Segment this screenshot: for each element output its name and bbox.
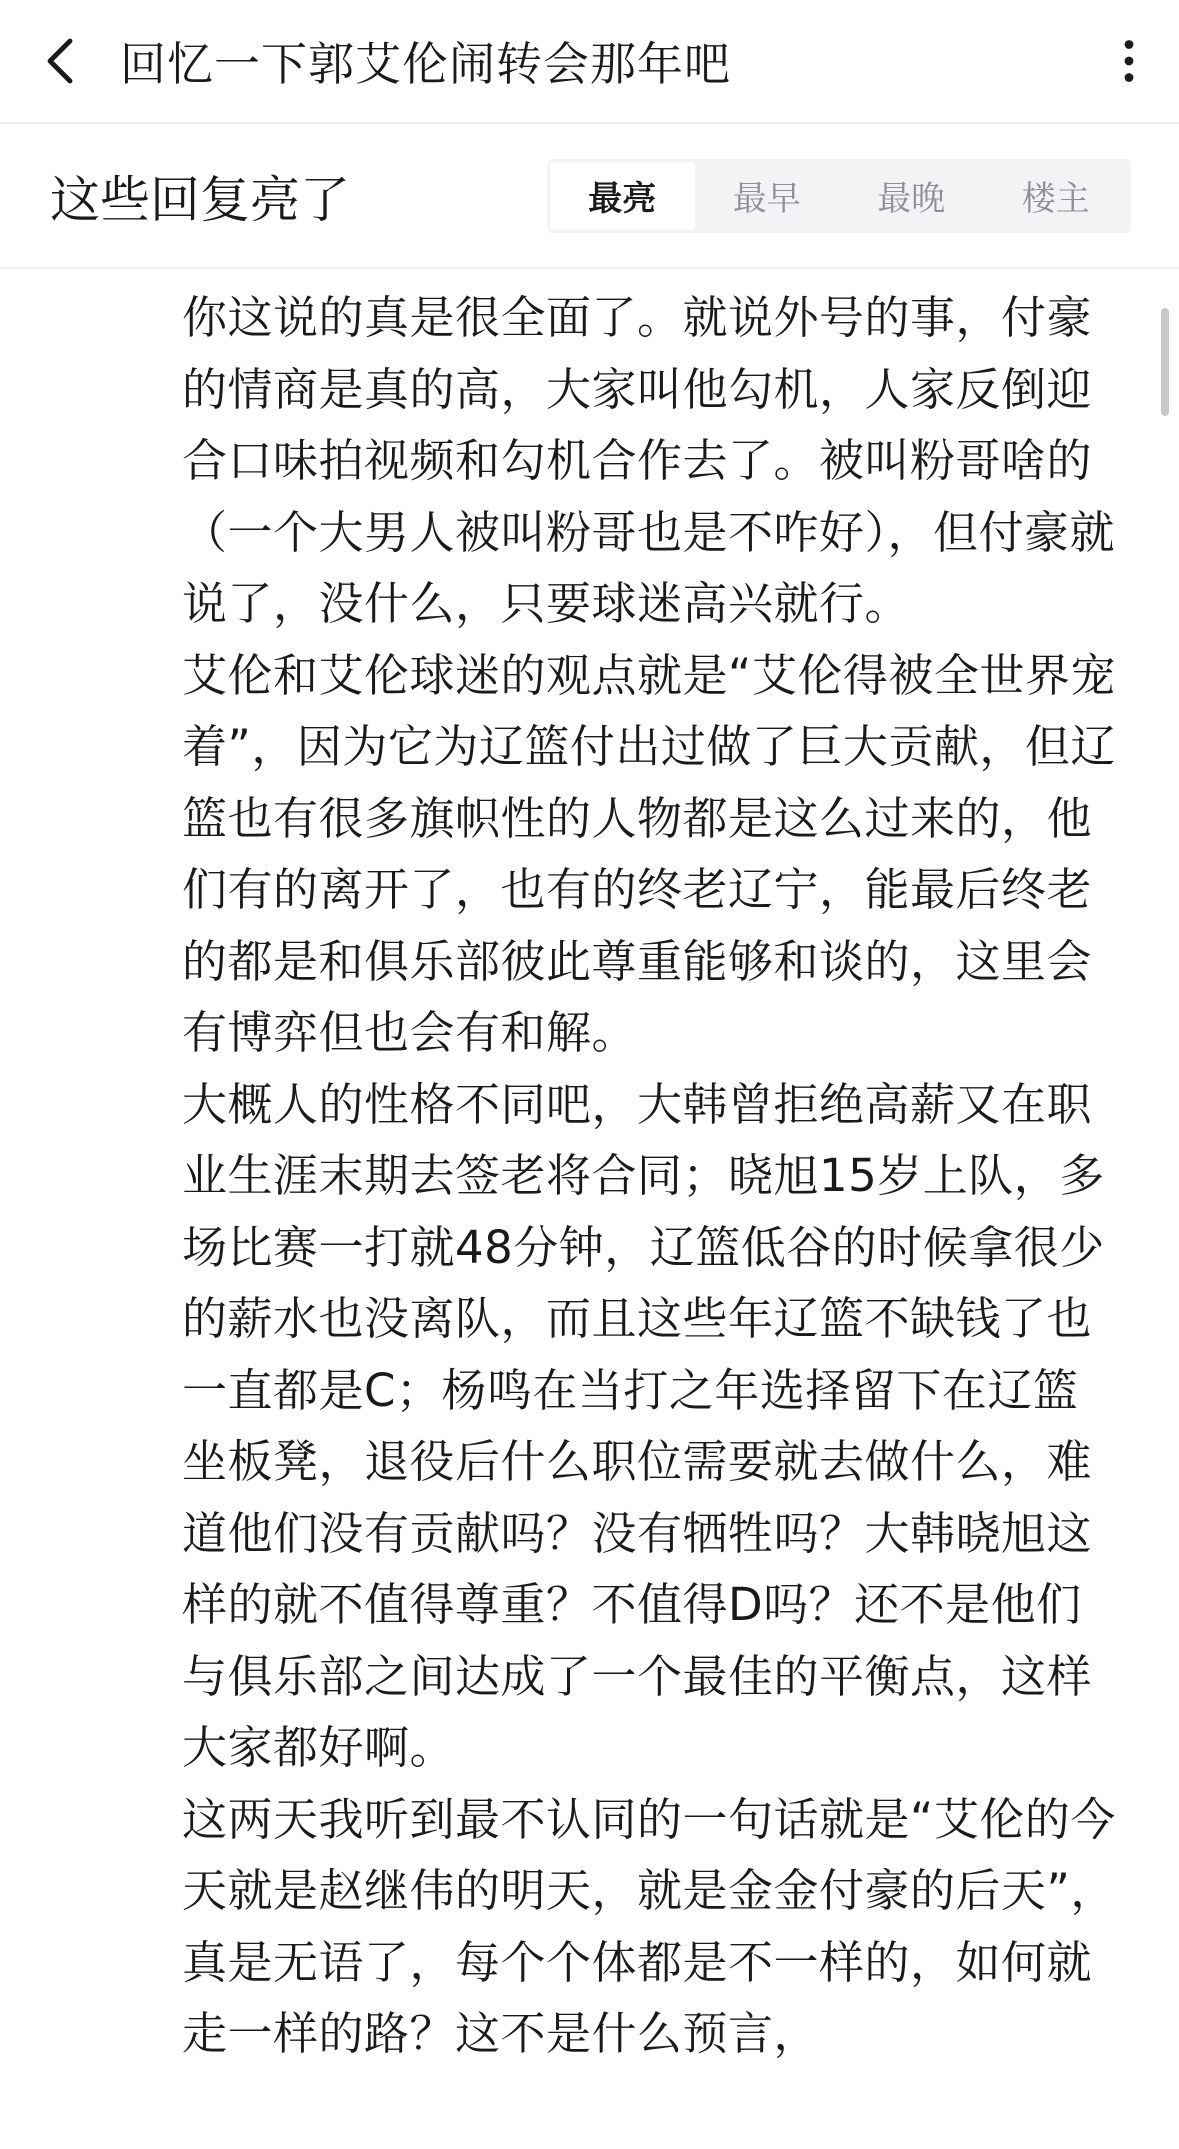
- reply-paragraph: 艾伦和艾伦球迷的观点就是“艾伦得被全世界宠着”，因为它为辽篮付出过做了巨大贡献，但辽篮也有很多旗帜性的人物都是这么过来的，他们有的离开了，也有的终老辽宁，能最后终老的都是和俱乐部彼此尊重能够和谈的，这里会有博弈但也会有和解。: [182, 648, 1116, 1059]
- section-title: 这些回复亮了: [50, 170, 350, 229]
- tab-op-only[interactable]: 楼主: [1021, 179, 1090, 219]
- replies-section-header: [0, 124, 1179, 269]
- tab-latest[interactable]: 最晚: [877, 179, 946, 219]
- more-options-button[interactable]: [1079, 0, 1179, 123]
- scrollbar-thumb[interactable]: [1161, 308, 1169, 416]
- tab-earliest[interactable]: 最早: [732, 179, 801, 219]
- reply-paragraph: 大概人的性格不同吧，大韩曾拒绝高薪又在职业生涯末期去签老将合同；晓旭15岁上队，多场比赛一打就48分钟，辽篮低谷的时候拿很少的薪水也没离队，而且这些年辽篮不缺钱了也一直都是C；杨鸣在当打之年选择留下在辽篮坐板凳，退役后什么职位需要就去做什么，难道他们没有贡献吗？没有牺牲吗？大韩晓旭这样的就不值得尊重？不值得D吗？还不是他们与俱乐部之间达成了一个最佳的平衡点，这样大家都好啊。: [182, 1077, 1105, 1774]
- tab-hottest[interactable]: 最亮: [550, 162, 695, 230]
- reply-content[interactable]: [182, 270, 1122, 2149]
- chevron-left-icon: [40, 37, 80, 85]
- reply-paragraph: 你这说的真是很全面了。就说外号的事，付豪的情商是真的高，大家叫他勾机，人家反倒迎合口味拍视频和勾机合作去了。被叫粉哥啥的（一个大男人被叫粉哥也是不咋好），但付豪就说了，没什么，只要球迷高兴就行。: [182, 291, 1116, 630]
- vertical-ellipsis-icon: [1123, 39, 1135, 83]
- top-nav-bar: [0, 0, 1179, 124]
- page-title: 回忆一下郭艾伦闹转会那年吧: [120, 37, 731, 91]
- sort-tabs: [547, 159, 1131, 233]
- reply-paragraph: 这两天我听到最不认同的一句话就是“艾伦的今天就是赵继伟的明天，就是金金付豪的后天”，真是无语了，每个个体都是不一样的，如何就走一样的路？这不是什么预言，: [182, 1792, 1116, 2060]
- back-button[interactable]: [0, 0, 120, 123]
